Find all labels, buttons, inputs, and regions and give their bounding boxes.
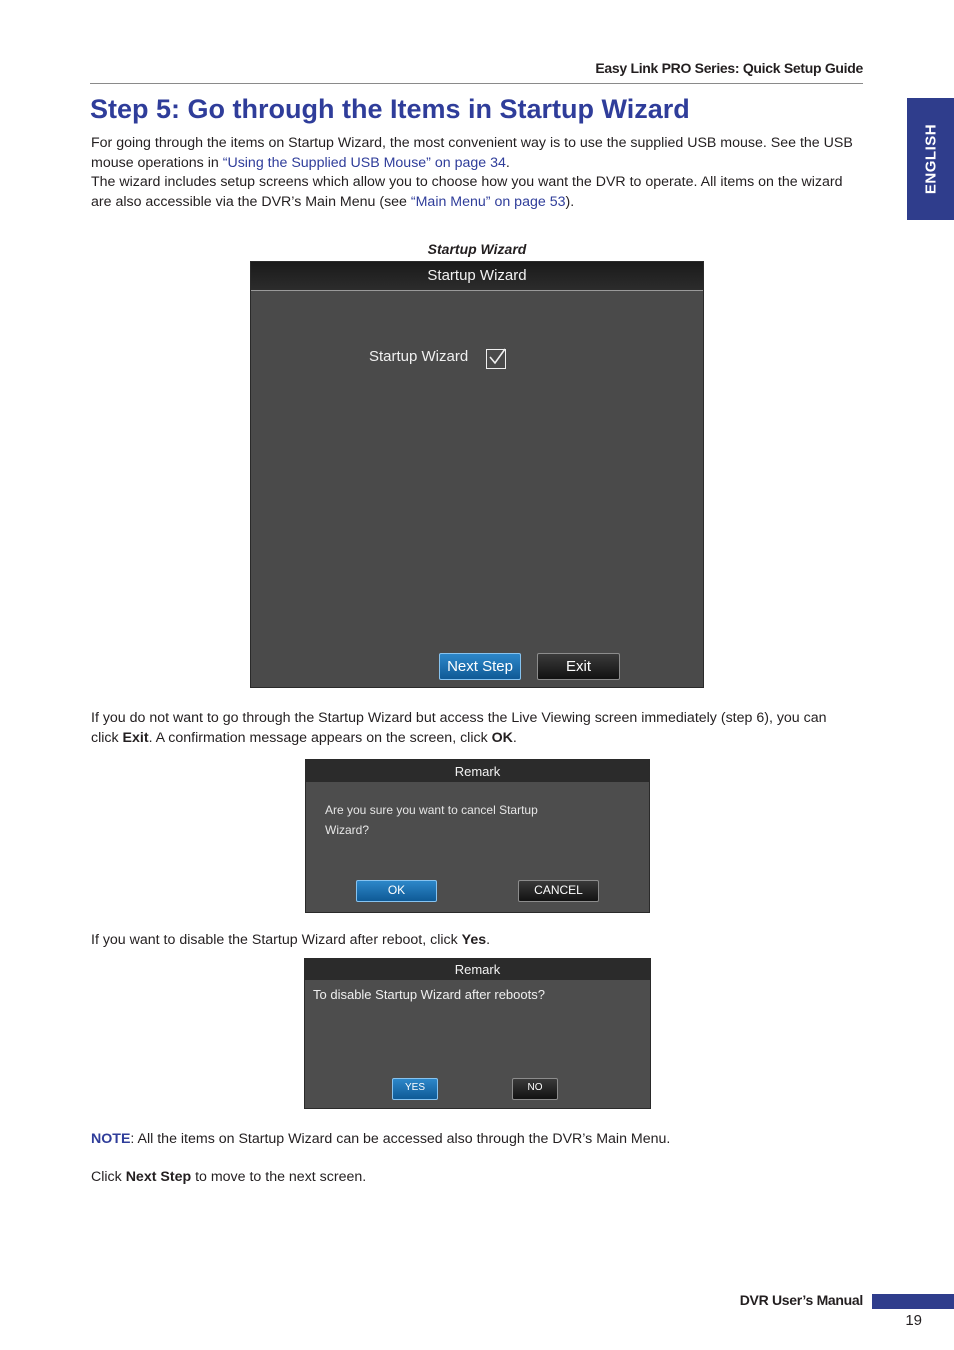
cancel-button[interactable]: CANCEL [518, 880, 599, 902]
wizard-title: Startup Wizard [427, 267, 527, 284]
guide-title: Easy Link PRO Series: Quick Setup Guide [595, 60, 863, 76]
note-text: : All the items on Startup Wizard can be accessed also through the DVR’s Main Menu. [130, 1131, 671, 1147]
intro-paragraph [91, 134, 856, 212]
exit-text-ok: OK [491, 729, 513, 746]
startup-wizard-checkbox-label: Startup Wizard [369, 348, 469, 365]
disable-wizard-dialog [304, 958, 651, 1109]
page-heading: Step 5: Go through the Items in Startup Wizard [90, 94, 690, 124]
exit-text-a: If you do not want to go through the Startup Wizard but access the Live Viewing screen immediately (step 6), you can click [91, 710, 827, 746]
figure-caption: Startup Wizard [427, 241, 527, 257]
header-rule [90, 83, 863, 84]
note-paragraph [91, 1130, 856, 1150]
footer-bar [872, 1294, 954, 1309]
intro-text-2: The wizard includes setup screens which allow you to choose how you want the DVR to operate. All items on the wizard are also accessible via the DVR’s Main Menu (see [91, 174, 843, 210]
intro-text-1b: . [505, 154, 510, 171]
usb-mouse-link[interactable]: “Using the Supplied USB Mouse” on page 34 [222, 154, 506, 171]
manual-title: DVR User’s Manual [739, 1292, 863, 1308]
next-step-button[interactable]: Next Step [439, 653, 521, 680]
exit-text-c: . A confirmation message appears on the screen, click [148, 729, 492, 746]
startup-wizard-screen [250, 261, 704, 688]
intro-text-1: For going through the items on Startup Wizard, the most convenient way is to use the supplied USB mouse. See the USB mouse operations in [91, 135, 853, 171]
disable-text-c: . [486, 932, 491, 948]
checkmark-icon [488, 348, 506, 366]
intro-text-2b: ). [565, 193, 575, 210]
ok-button[interactable]: OK [356, 880, 437, 902]
yes-button[interactable]: YES [392, 1078, 438, 1100]
no-button[interactable]: NO [512, 1078, 558, 1100]
main-menu-link[interactable]: “Main Menu” on page 53 [410, 193, 566, 210]
next-text-next-step: Next Step [125, 1169, 192, 1185]
language-tab-label: ENGLISH [922, 123, 939, 195]
next-text-a: Click [91, 1169, 126, 1185]
exit-text-exit: Exit [122, 729, 149, 746]
exit-paragraph [91, 709, 856, 748]
cancel-wizard-dialog [305, 759, 650, 913]
startup-wizard-checkbox[interactable] [486, 349, 506, 369]
disable-paragraph [91, 931, 856, 951]
cancel-dialog-title: Remark [454, 764, 501, 779]
language-tab [907, 98, 954, 220]
cancel-dialog-message: Are you sure you want to cancel Startup Wizard? [325, 803, 538, 837]
disable-dialog-title: Remark [454, 962, 501, 977]
disable-text-a: If you want to disable the Startup Wizard after reboot, click [91, 932, 462, 948]
disable-text-yes: Yes [461, 932, 487, 948]
exit-text-e: . [512, 729, 517, 746]
page-number: 19 [905, 1312, 922, 1329]
next-step-paragraph [91, 1168, 856, 1188]
note-label: NOTE [91, 1131, 131, 1147]
next-text-c: to move to the next screen. [191, 1169, 367, 1185]
exit-button[interactable]: Exit [537, 653, 620, 680]
disable-dialog-message: To disable Startup Wizard after reboots? [313, 987, 545, 1002]
